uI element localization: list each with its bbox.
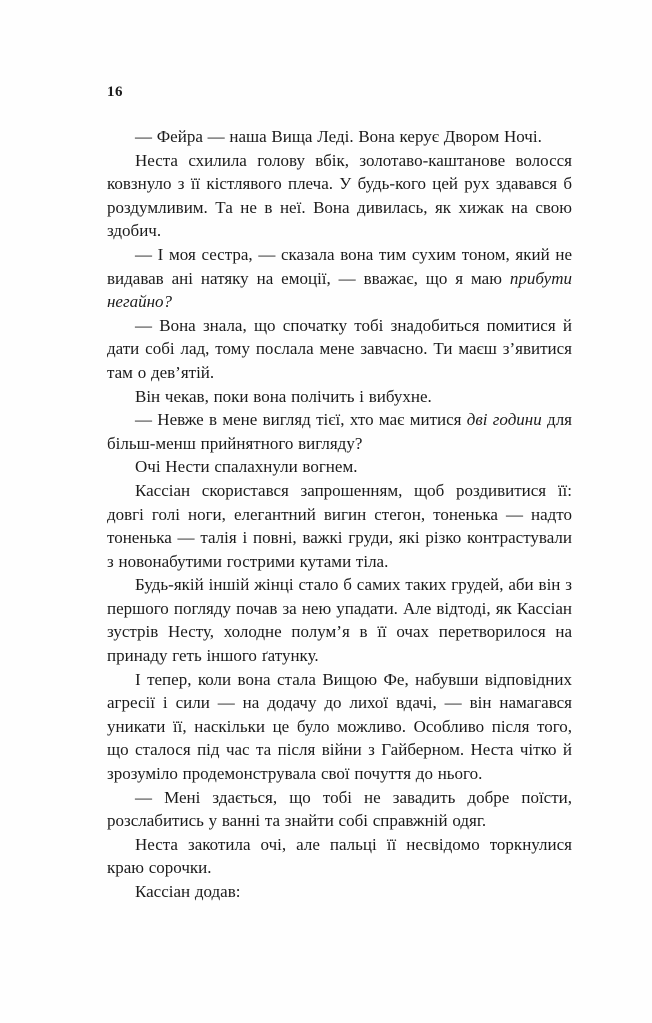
- text-segment: — І моя сестра, — сказала вона тим сухим тоном, який не видавав ані натяку на емоції, — вважає, що я маю: [107, 244, 572, 288]
- paragraph: [107, 385, 572, 409]
- paragraph: [107, 880, 572, 904]
- page-number: 16: [107, 84, 123, 100]
- paragraph: [107, 125, 572, 149]
- paragraph: [107, 573, 572, 667]
- text-segment: Будь-якій іншій жінці стало б самих таких грудей, аби він з першого погляду почав за нею упадати. Але відтоді, як Кассіан зустрів Несту, холодне полум’я в її очах перетворилося на принаду геть іншого ґатунку.: [107, 575, 572, 666]
- paragraph: [107, 833, 572, 880]
- paragraph: [107, 479, 572, 573]
- paragraph: [107, 408, 572, 455]
- text-segment: Неста схилила голову вбік, золотаво-каштанове волосся ковзнуло з її кістлявого плеча. У будь-кого цей рух здавався б роздумливим. Та не в неї. Вона дивилась, як хижак на свою здобич.: [107, 150, 572, 241]
- text-segment: Неста закотила очі, але пальці її несвідомо торкнулися краю сорочки.: [107, 834, 572, 878]
- body-text: [107, 125, 572, 904]
- paragraph: [107, 455, 572, 479]
- text-segment: — Фейра — наша Вища Леді. Вона керує Двором Ночі.: [135, 127, 542, 146]
- text-segment: для більш-менш прийнятного вигляду?: [107, 410, 572, 453]
- paragraph: [107, 314, 572, 385]
- text-segment-italic: прибути негайно?: [107, 268, 572, 312]
- text-segment: Кассіан додав:: [135, 882, 241, 901]
- paragraph: [107, 243, 572, 314]
- text-segment: І тепер, коли вона стала Вищою Фе, набувши відповідних агресії і сили — на додачу до лихої вдачі, — він намагався уникати її, наскільки це було можливо. Особливо після того, що сталося під час та після війни з Гайберном. Неста чітко й зрозуміло продемонструвала свої почуття до нього.: [107, 669, 572, 784]
- paragraph: [107, 149, 572, 243]
- text-segment: — Мені здається, що тобі не завадить добре поїсти, розслабитись у ванні та знайти собі справжній одяг.: [107, 787, 572, 831]
- paragraph: [107, 786, 572, 833]
- text-segment: Очі Нести спалахнули вогнем.: [135, 457, 358, 477]
- text-segment-italic: дві години: [466, 410, 542, 430]
- paragraph: [107, 668, 572, 786]
- text-segment: Кассіан скористався запрошенням, щоб роздивитися її: довгі голі ноги, елегантний вигин стегон, тоненька — надто тоненька — талія і повні, важкі груди, які різко контрастували з новонабутими гострими кутами тіла.: [107, 480, 572, 571]
- text-segment: — Вона знала, що спочатку тобі знадобиться помитися й дати собі лад, тому послала мене завчасно. Ти маєш з’явитися там о дев’ятій.: [107, 315, 572, 382]
- text-segment: Він чекав, поки вона полічить і вибухне.: [135, 386, 432, 406]
- text-segment: — Невже в мене вигляд тієї, хто має митися: [135, 410, 467, 430]
